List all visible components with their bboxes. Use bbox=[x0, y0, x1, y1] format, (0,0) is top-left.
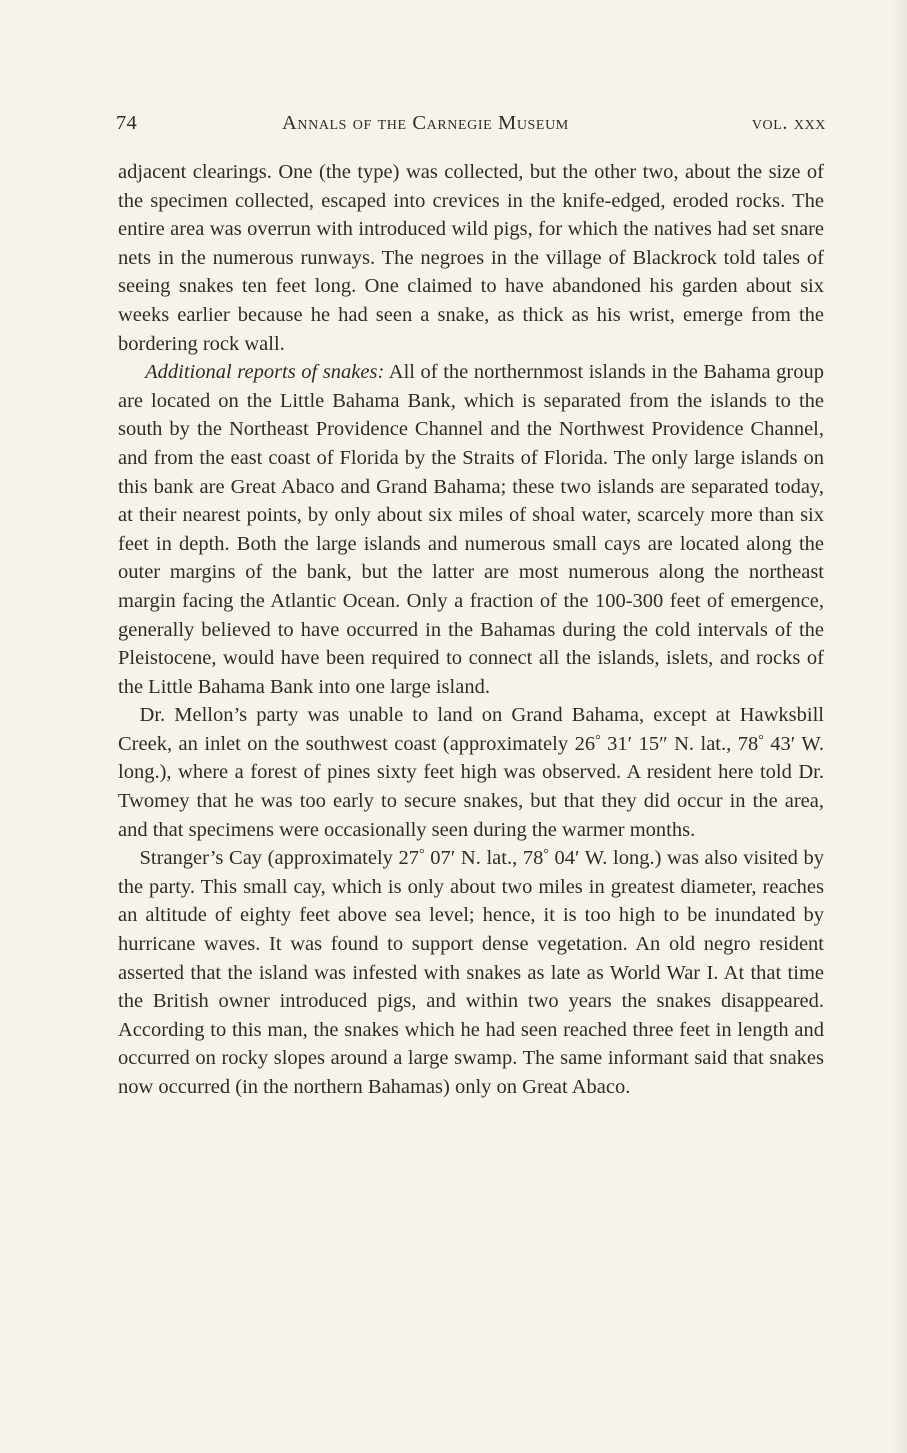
degree-sign: ° bbox=[419, 846, 425, 862]
paragraph-3-text-c: 43′ W. long.), where a forest of pines sixty feet high was observed. A resident here told Dr. Twomey that he was too early to secure snakes, but that they did occur in the area, and that specimens were occasionally seen during the warmer months. bbox=[118, 732, 824, 841]
paragraph-3 bbox=[118, 701, 824, 844]
paragraph-3-text-b: 31′ 15″ N. lat., 78 bbox=[600, 732, 759, 755]
paragraph-4 bbox=[118, 844, 824, 1101]
paragraph-1 bbox=[118, 158, 824, 358]
running-header bbox=[116, 112, 826, 146]
paragraph-2-text: All of the northernmost islands in the Bahama group are located on the Little Bahama Bank, which is separated from the islands to the south by the Northeast Providence Channel and the Northwest Providence Channel, and from the east coast of Florida by the Straits of Florida. The only large islands on this bank are Great Abaco and Grand Bahama; these two islands are separated today, at their nearest points, by only about six miles of shoal water, scarcely more than six feet in depth. Both the large islands and numerous small cays are located along the outer margins of the bank, but the latter are most numerous along the northeast margin facing the Atlantic Ocean. Only a fraction of the 100-300 feet of emergence, generally believed to have occurred in the Bahamas during the cold intervals of the Pleistocene, would have been required to connect all the islands, islets, and rocks of the Little Bahama Bank into one large island. bbox=[118, 361, 824, 698]
paragraph-4-text-a: Stranger’s Cay (approximately 27 bbox=[139, 847, 420, 870]
section-lead-in: Additional reports of snakes: bbox=[145, 361, 385, 384]
page-number: 74 bbox=[116, 112, 138, 134]
journal-title: Annals of the Carnegie Museum bbox=[282, 112, 569, 134]
paragraph-1-text: adjacent clearings. One (the type) was collected, but the other two, about the size of the specimen collected, escaped into crevices in the knife-edged, eroded rocks. The entire area was overrun with introduced wild pigs, for which the natives had set snare nets in the numerous runways. The negroes in the village of Blackrock told tales of seeing snakes ten feet long. One claimed to have abandoned his garden about six weeks earlier because he had seen a snake, as thick as his wrist, emerge from the bordering rock wall. bbox=[118, 161, 824, 355]
volume-label: vol. xxx bbox=[751, 112, 826, 134]
paragraph-4-text-b: 07′ N. lat., 78 bbox=[424, 847, 544, 870]
paragraph-2 bbox=[118, 358, 824, 701]
degree-sign: ° bbox=[595, 732, 601, 748]
body-text bbox=[118, 158, 824, 1102]
paragraph-4-text-c: 04′ W. long.) was also visited by the party. This small cay, which is only about two miles in greatest diameter, reaches an altitude of eighty feet above sea level; hence, it is too high to be inundated by hurricane waves. It was found to support dense vegetation. An old negro resident asserted that the island was infested with snakes as late as World War I. At that time the British owner introduced pigs, and within two years the snakes disappeared. According to this man, the snakes which he had seen reached three feet in length and occurred on rocky slopes around a large swamp. The same informant said that snakes now occurred (in the northern Bahamas) only on Great Abaco. bbox=[118, 847, 825, 1098]
page-edge-shadow bbox=[891, 0, 907, 1453]
degree-sign: ° bbox=[543, 846, 549, 862]
paragraph-3-text-a: Dr. Mellon’s party was unable to land on Grand Bahama, except at Hawksbill Creek, an inlet on the southwest coast (approximately 26 bbox=[118, 704, 824, 755]
degree-sign: ° bbox=[758, 732, 764, 748]
